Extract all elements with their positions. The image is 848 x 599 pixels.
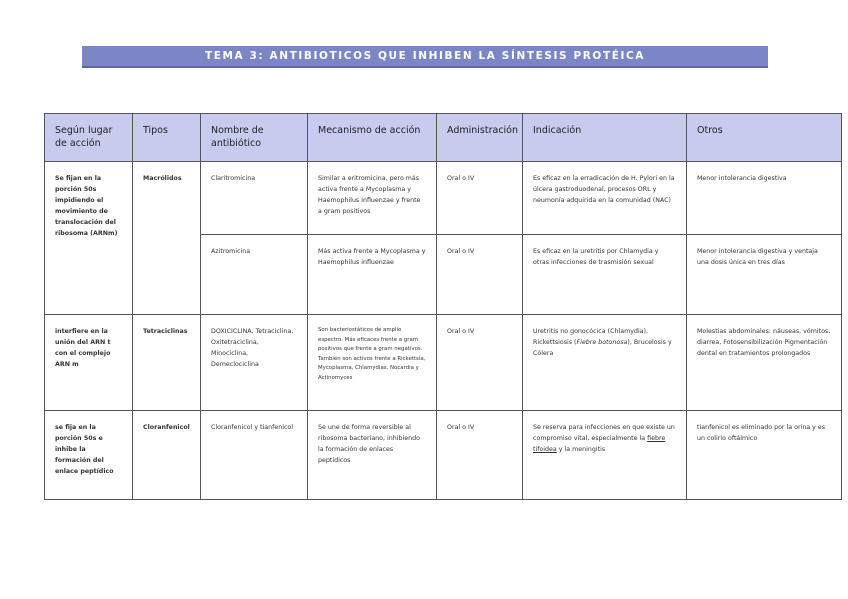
cell-indicacion: Es eficaz en la erradicación de H. Pylori en la úlcera gastroduodenal, procesos ORL y neumonía adquirida en la comunidad (NAC) <box>523 162 687 235</box>
antibiotics-table <box>44 113 842 500</box>
cell-indicacion <box>523 411 687 500</box>
header-lugar: Según lugar de acción <box>45 114 133 162</box>
cell-mecanismo: Similar a eritromicina, pero más activa frente a Mycoplasma y Haemophilus influenzae y frente a gram positivos <box>308 162 437 235</box>
header-nombre: Nombre de antibiótico <box>201 114 308 162</box>
cell-mecanismo: Más activa frente a Mycoplasma y Haemophilus influenzae <box>308 235 437 315</box>
cell-nombre: Cloranfenicol y tianfenicol <box>201 411 308 500</box>
cell-tipo: Macrólidos <box>133 162 201 315</box>
header-tipos: Tipos <box>133 114 201 162</box>
cell-tipo: Tetraciclinas <box>133 315 201 411</box>
page-title: TEMA 3: ANTIBIOTICOS QUE INHIBEN LA SÍNTESIS PROTÉICA <box>204 50 646 62</box>
cell-nombre: DOXICICLINA, Tetraciclina, Oxitetraciclina, Minociclina, Demeclociclina <box>201 315 308 411</box>
cell-administracion: Oral o IV <box>437 315 523 411</box>
table-row <box>45 411 842 500</box>
cell-administracion: Oral o IV <box>437 235 523 315</box>
cell-lugar: interfiere en la unión del ARN t con el complejo ARN m <box>45 315 133 411</box>
table-row <box>45 162 842 235</box>
cell-administracion: Oral o IV <box>437 411 523 500</box>
cell-indicacion: Es eficaz en la uretritis por Chlamydia y otras infecciones de trasmisión sexual <box>523 235 687 315</box>
header-indicacion: Indicación <box>523 114 687 162</box>
cell-tipo: Cloranfenicol <box>133 411 201 500</box>
table-row <box>45 315 842 411</box>
header-otros: Otros <box>687 114 842 162</box>
indicacion-text: Se reserva para infecciones en que existe un compromiso vital, especialmente la <box>533 424 675 442</box>
header-mecanismo: Mecanismo de acción <box>308 114 437 162</box>
fiebre-tifoidea-link[interactable]: fiebre tifoidea <box>533 435 666 453</box>
cell-administracion: Oral o IV <box>437 162 523 235</box>
cell-otros: tianfenicol es eliminado por la orina y es un colirio oftálmico <box>687 411 842 500</box>
indicacion-italic-text: Fiebre botonosa <box>576 339 628 346</box>
indicacion-text: y la meningitis <box>556 446 606 453</box>
cell-otros: Menor intolerancia digestiva y ventaja una dosis única en tres días <box>687 235 842 315</box>
cell-otros: Menor intolerancia digestiva <box>687 162 842 235</box>
cell-mecanismo: Son bacteriostáticos de amplio espectro. Más eficaces frente a gram positivos que frente a gram negativos. También son activos frente a Rickettsia, Mycoplasma, Chlamydias, Nocardia y Actinomyces <box>308 315 437 411</box>
header-administracion: Administración <box>437 114 523 162</box>
cell-nombre: Azitromicina <box>201 235 308 315</box>
cell-mecanismo: Se une de forma reversible al ribosoma bacteriano, inhibiendo la formación de enlaces peptídicos <box>308 411 437 500</box>
indicacion-text: ), Brucelosis y Cólera <box>533 339 672 357</box>
cell-indicacion <box>523 315 687 411</box>
title-banner <box>82 46 768 68</box>
cell-lugar: Se fijan en la porción 50s impidiendo el movimiento de translocación del ribosoma (ARNm) <box>45 162 133 315</box>
cell-otros: Molestias abdominales: náuseas, vómitos, diarrea, Fotosensibilización Pigmentación dental en tratamientos prolongados <box>687 315 842 411</box>
cell-nombre: Claritromicina <box>201 162 308 235</box>
cell-lugar: se fija en la porción 50s e inhibe la formación del enlace peptídico <box>45 411 133 500</box>
indicacion-text: Uretritis no gonocócica (Chlamydia), Rickettsiosis ( <box>533 328 649 346</box>
header-row <box>45 114 842 162</box>
